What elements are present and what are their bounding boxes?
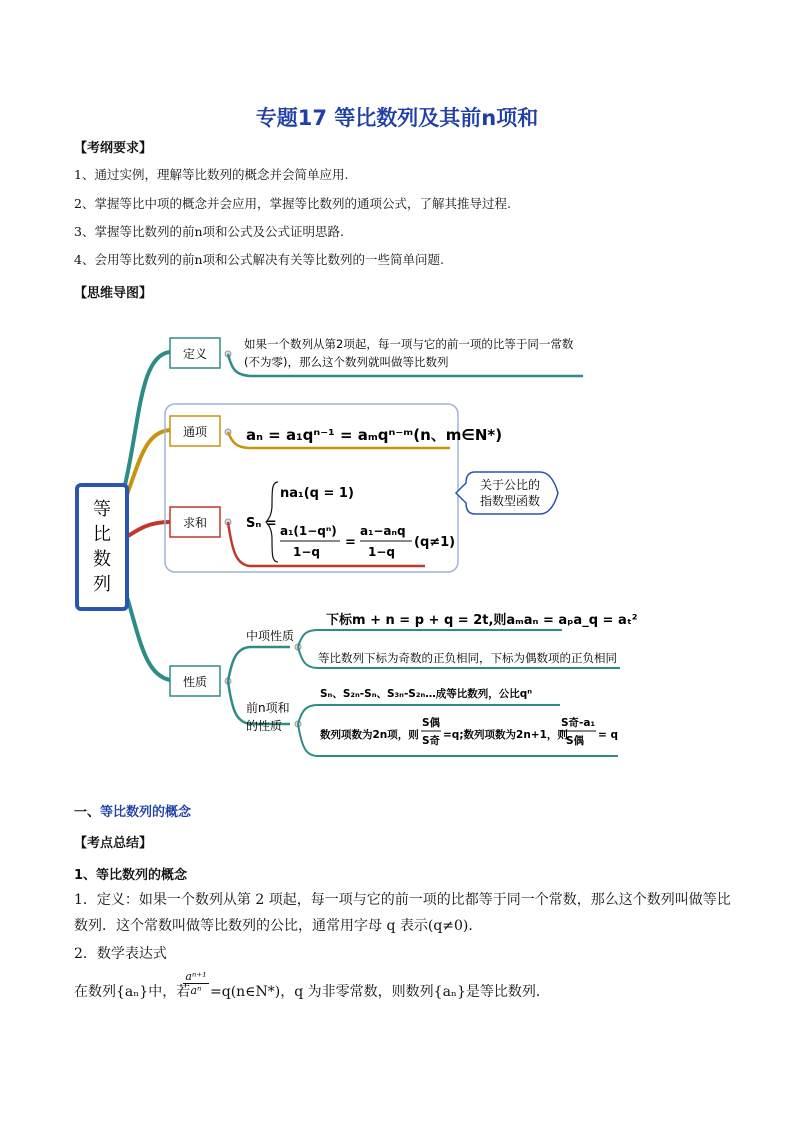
front-text-1: Sₙ、S₂ₙ-Sₙ、S₃ₙ-S₂ₙ…成等比数列，公比qⁿ: [320, 688, 533, 700]
callout-line-2: 指数型函数: [479, 494, 541, 508]
section-summary: 【考点总结】: [74, 836, 153, 851]
sum-case-1: na₁(q = 1): [280, 486, 354, 501]
node-general-label: 通项: [182, 425, 208, 439]
requirement-4: 4、会用等比数列的前n项和公式解决有关等比数列的一些简单问题.: [74, 252, 444, 267]
expr-line-a: 在数列{aₙ}中，若: [74, 984, 191, 1000]
node-sum-label: 求和: [182, 516, 208, 530]
root-char-1: 等: [93, 499, 111, 520]
front-text-2d-den: S偶: [566, 735, 585, 747]
sum-prefix: Sₙ =: [246, 516, 277, 531]
section-mindmap: 【思维导图】: [74, 286, 153, 301]
mid-text: 等比数列下标为奇数的正负相同，下标为偶数项的正负相同: [318, 651, 617, 665]
front-text-2e: = q: [598, 729, 618, 741]
front-text-2d-num: S奇-a₁: [561, 717, 596, 729]
branch-prop: [125, 590, 170, 680]
front-label-1: 前n项和: [246, 701, 290, 715]
section-requirements: 【考纲要求】: [74, 141, 153, 156]
front-text-2b-num: S偶: [422, 717, 441, 729]
front-text-2a: 数列项数为2n项，则: [320, 729, 419, 741]
def-paragraph-line-1: 1．定义：如果一个数列从第 2 项起，每一项与它的前一项的比都等于同一个常数，那么这个数列叫做等比: [74, 892, 731, 908]
mid-formula: 下标m + n = p + q = 2t,则aₘaₙ = aₚa_q = aₜ²: [326, 613, 638, 628]
front-text-2: [320, 716, 618, 747]
mid-label: 中项性质: [246, 629, 295, 643]
sum-cond: (q≠1): [414, 535, 456, 550]
part1-title: 等比数列的概念: [100, 805, 192, 820]
general-formula: aₙ = a₁qⁿ⁻¹ = aₘqⁿ⁻ᵐ(n、m∈N*): [246, 426, 503, 444]
front-text-2b-den: S奇: [422, 735, 441, 747]
sub-heading-1: 1、等比数列的概念: [74, 868, 188, 883]
root-char-3: 数: [93, 549, 111, 570]
requirement-3: 3、掌握等比数列的前n项和公式及公式证明思路.: [74, 224, 344, 239]
part1-heading: [74, 801, 191, 820]
expr-fraction: [183, 970, 209, 997]
requirement-2: 2、掌握等比中项的概念并会应用，掌握等比数列的通项公式，了解其推导过程.: [74, 196, 511, 211]
mind-map: [0, 300, 794, 780]
node-prop-label: 性质: [182, 675, 208, 689]
sum-den-2: 1−q: [368, 545, 395, 559]
expr-denominator: aⁿ: [190, 984, 202, 997]
expr-line-b: =q(n∈N*)，q 为非零常数，则数列{aₙ}是等比数列．: [210, 984, 550, 1000]
sum-eq: =: [345, 535, 356, 550]
root-char-2: 比: [93, 524, 111, 545]
node-def-label: 定义: [182, 347, 208, 361]
branch-def: [125, 352, 170, 485]
front-text-2c: =q;数列项数为2n+1，则: [443, 729, 568, 741]
expr-numerator: aⁿ⁺¹: [183, 970, 209, 984]
root-char-4: 列: [93, 574, 111, 595]
branch-sum: [125, 522, 170, 538]
callout-line-1: 关于公比的: [479, 478, 541, 492]
def-text-1: 如果一个数列从第2项起，每一项与它的前一项的比等于同一常数: [244, 337, 574, 351]
expr-heading: 2．数学表达式: [74, 946, 167, 962]
page-title: 专题17 等比数列及其前n项和: [255, 106, 539, 130]
sum-num-1: a₁(1−qⁿ): [280, 524, 337, 538]
part1-prefix: 一、: [74, 805, 101, 820]
front-label-2: 的性质: [246, 719, 283, 733]
sum-formula: [246, 482, 455, 562]
def-text-2: (不为零)，那么这个数列就叫做等比数列: [244, 355, 449, 369]
sum-den-1: 1−q: [293, 545, 320, 559]
requirement-1: 1、通过实例，理解等比数列的概念并会简单应用.: [74, 167, 349, 182]
def-paragraph-line-2: 数列．这个常数叫做等比数列的公比，通常用字母 q 表示(q≠0)．: [74, 918, 483, 934]
sum-num-2: a₁−aₙq: [360, 524, 406, 538]
